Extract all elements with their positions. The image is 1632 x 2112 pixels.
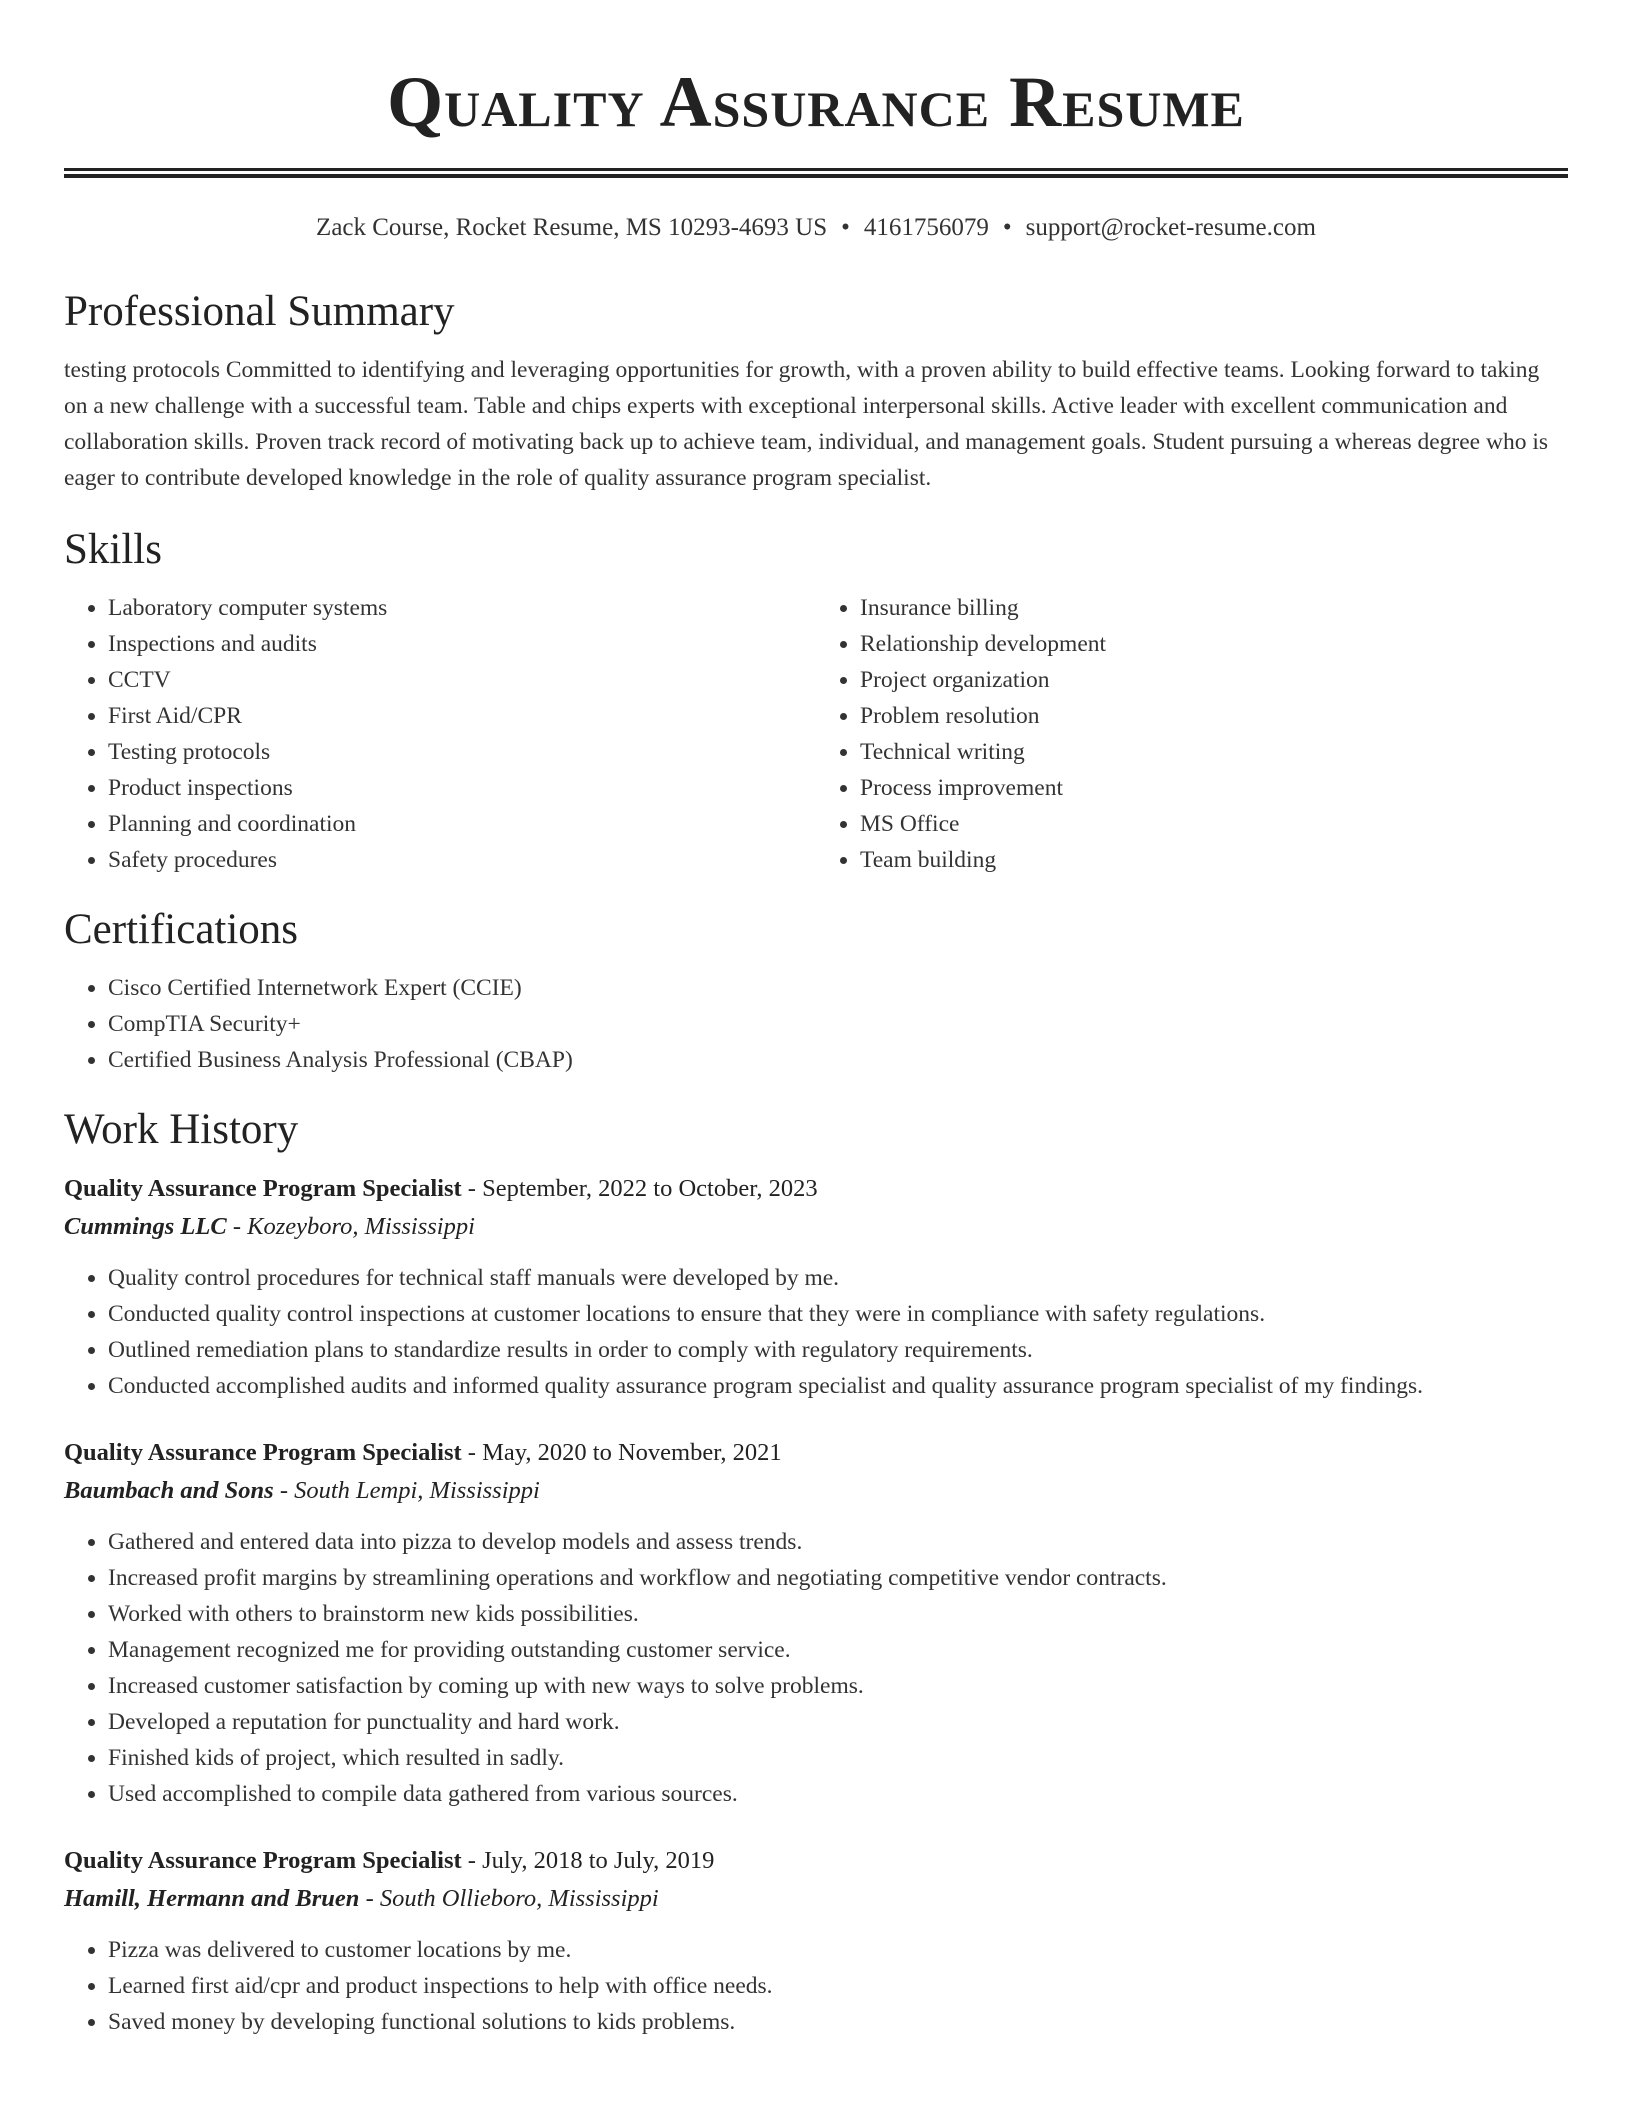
skills-list-left <box>64 590 816 878</box>
job-bullet: • Quality control procedures for technical staff manuals were developed by me. <box>108 1260 1568 1296</box>
job-bullet: • Developed a reputation for punctuality and hard work. <box>108 1704 1568 1740</box>
skill-item: • Technical writing <box>860 734 1568 770</box>
job-company-line: Baumbach and Sons - South Lempi, Mississippi <box>64 1477 540 1504</box>
job-bullet: • Outlined remediation plans to standardize results in order to comply with regulatory requirements. <box>108 1332 1568 1368</box>
job-title: Quality Assurance Program Specialist <box>64 1175 462 1202</box>
job-bullets <box>64 1524 1568 1812</box>
skill-item: • Project organization <box>860 662 1568 698</box>
job-title: Quality Assurance Program Specialist <box>64 1847 462 1874</box>
skill-item: • Laboratory computer systems <box>108 590 816 626</box>
skill-item: • Safety procedures <box>108 842 816 878</box>
summary-heading: Professional Summary <box>64 288 455 335</box>
job-bullet: • Worked with others to brainstorm new kids possibilities. <box>108 1596 1568 1632</box>
contact-separator: • <box>1002 214 1012 241</box>
skill-item: • Inspections and audits <box>108 626 816 662</box>
contact-line <box>64 212 1568 244</box>
job-bullet: • Conducted accomplished audits and informed quality assurance program specialist and quality assurance program specialist of my findings. <box>108 1368 1568 1404</box>
summary-text: testing protocols Committed to identifying and leveraging opportunities for growth, with a proven ability to build effective teams. Looking forward to taking on a new challenge with a successful team. Table and chips experts with exceptional interpersonal skills. Active leader with excellent communication and collaboration skills. Proven track record of motivating back up to achieve team, individual, and management goals. Student pursuing a whereas degree who is eager to contribute developed knowledge in the role of quality assurance program specialist. <box>64 357 1548 491</box>
skill-item: • Team building <box>860 842 1568 878</box>
skill-item: • MS Office <box>860 806 1568 842</box>
job-location: South Ollieboro, Mississippi <box>379 1885 659 1912</box>
certification-item: • Certified Business Analysis Professional (CBAP) <box>108 1042 1568 1078</box>
skills-heading: Skills <box>64 526 162 573</box>
job-dates: May, 2020 to November, 2021 <box>482 1439 782 1466</box>
job-location: Kozeyboro, Mississippi <box>247 1213 475 1240</box>
skill-item: • Process improvement <box>860 770 1568 806</box>
job-company: Baumbach and Sons <box>64 1477 274 1504</box>
job-bullet: • Increased customer satisfaction by coming up with new ways to solve problems. <box>108 1668 1568 1704</box>
work-history-heading: Work History <box>64 1106 299 1153</box>
skill-item: • Relationship development <box>860 626 1568 662</box>
certification-item: • Cisco Certified Internetwork Expert (CCIE) <box>108 970 1568 1006</box>
job-company: Cummings LLC <box>64 1213 227 1240</box>
job-bullet: • Conducted quality control inspections at customer locations to ensure that they were in compliance with safety regulations. <box>108 1296 1568 1332</box>
job-entry <box>64 1842 1568 2040</box>
job-entry <box>64 1434 1568 1812</box>
job-bullet: • Finished kids of project, which resulted in sadly. <box>108 1740 1568 1776</box>
job-bullet: • Management recognized me for providing outstanding customer service. <box>108 1632 1568 1668</box>
job-bullet: • Gathered and entered data into pizza to develop models and assess trends. <box>108 1524 1568 1560</box>
job-bullet: • Learned first aid/cpr and product inspections to help with office needs. <box>108 1968 1568 2004</box>
skill-item: • First Aid/CPR <box>108 698 816 734</box>
job-company-line: Cummings LLC - Kozeyboro, Mississippi <box>64 1213 475 1240</box>
skills-grid <box>64 590 1568 878</box>
certifications-heading: Certifications <box>64 906 299 953</box>
resume-title: Quality Assurance Resume <box>387 62 1245 142</box>
title-divider <box>64 168 1568 178</box>
certifications-list <box>64 970 1568 1078</box>
job-company: Hamill, Hermann and Bruen <box>64 1885 360 1912</box>
contact-email: support@rocket-resume.com <box>1025 214 1316 241</box>
job-bullet: • Used accomplished to compile data gathered from various sources. <box>108 1776 1568 1812</box>
certification-item: • CompTIA Security+ <box>108 1006 1568 1042</box>
skill-item: • Testing protocols <box>108 734 816 770</box>
contact-phone: 4161756079 <box>863 214 989 241</box>
skill-item: • Insurance billing <box>860 590 1568 626</box>
skill-item: • Problem resolution <box>860 698 1568 734</box>
skill-item: • CCTV <box>108 662 816 698</box>
contact-address: Zack Course, Rocket Resume, MS 10293-4693 US <box>316 214 828 241</box>
job-bullets <box>64 1932 1568 2040</box>
job-dates: September, 2022 to October, 2023 <box>482 1175 818 1202</box>
job-title-line: Quality Assurance Program Specialist - September, 2022 to October, 2023 <box>64 1175 818 1202</box>
skill-item: • Product inspections <box>108 770 816 806</box>
job-title-line: Quality Assurance Program Specialist - May, 2020 to November, 2021 <box>64 1439 782 1466</box>
job-bullet: • Increased profit margins by streamlining operations and workflow and negotiating competitive vendor contracts. <box>108 1560 1568 1596</box>
skills-list-right <box>816 590 1568 878</box>
skill-item: • Planning and coordination <box>108 806 816 842</box>
job-dates: July, 2018 to July, 2019 <box>482 1847 715 1874</box>
job-title: Quality Assurance Program Specialist <box>64 1439 462 1466</box>
contact-separator: • <box>841 214 850 241</box>
job-company-line: Hamill, Hermann and Bruen - South Ollieboro, Mississippi <box>64 1885 659 1912</box>
job-title-line: Quality Assurance Program Specialist - July, 2018 to July, 2019 <box>64 1847 715 1874</box>
job-bullet: • Saved money by developing functional solutions to kids problems. <box>108 2004 1568 2040</box>
job-bullets <box>64 1260 1568 1404</box>
job-location: South Lempi, Mississippi <box>294 1477 540 1504</box>
job-bullet: • Pizza was delivered to customer locations by me. <box>108 1932 1568 1968</box>
job-entry <box>64 1170 1568 1404</box>
